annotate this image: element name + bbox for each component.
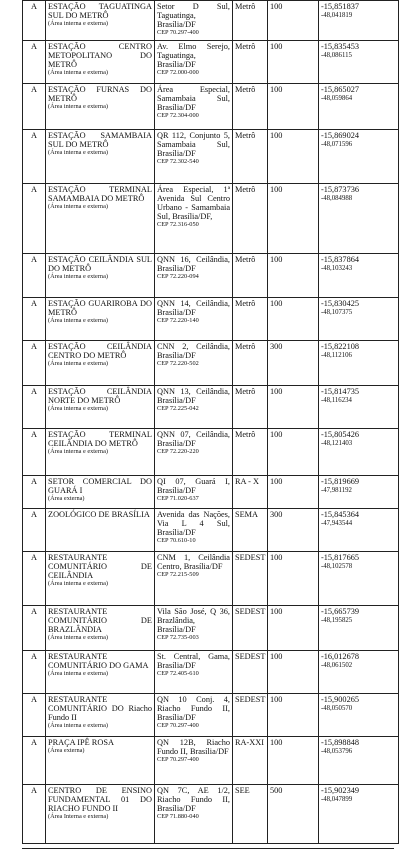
longitude-text: -48,053796 [321, 748, 353, 756]
location-name: ESTAÇÃO SAMAMBAIA SUL DO METRÔ [48, 131, 152, 150]
location-name-cell [46, 694, 155, 737]
capacity-text: 100 [270, 387, 283, 396]
address-text: QN 12B, Riacho Fundo II, Brasília/DF [157, 738, 230, 757]
category-cell [23, 606, 46, 651]
area-note: (Área interna e externa) [48, 634, 108, 642]
category-text: A [31, 607, 37, 616]
coordinates-cell [319, 552, 399, 606]
cep-text: CEP 72.220-140 [157, 317, 199, 325]
capacity-cell [268, 298, 319, 341]
area-note: (Área Interna e externa) [48, 813, 109, 821]
category-cell [23, 737, 46, 785]
category-cell [23, 84, 46, 130]
table-row [23, 298, 399, 341]
location-name: ESTAÇÃO FURNAS DO METRÔ [48, 85, 152, 104]
organization-cell [233, 341, 268, 386]
address-cell [155, 130, 233, 184]
organization-cell [233, 184, 268, 254]
cep-text: CEP 70.297-400 [157, 29, 199, 37]
address-text: QNN 07, Ceilândia, Brasília/DF [157, 430, 230, 449]
organization-text: SEDEST [235, 652, 266, 661]
category-cell [23, 341, 46, 386]
table-row [23, 184, 399, 254]
latitude-text: -15,851837 [321, 2, 360, 11]
category-cell [23, 1, 46, 41]
address-cell [155, 651, 233, 694]
organization-text: SEDEST [235, 607, 266, 616]
category-text: A [31, 85, 37, 94]
table-row [23, 386, 399, 429]
organization-text: Metrô [235, 342, 256, 351]
capacity-cell [268, 509, 319, 552]
area-note: (Área interna e externa) [48, 670, 108, 678]
area-note: (Área interna e externa) [48, 149, 108, 157]
capacity-text: 500 [270, 786, 283, 795]
capacity-cell [268, 386, 319, 429]
latitude-text: -15,817665 [321, 553, 360, 562]
organization-cell [233, 429, 268, 476]
longitude-text: -48,059864 [321, 95, 353, 103]
coordinates-cell [319, 386, 399, 429]
category-text: A [31, 387, 37, 396]
location-name: ZOOLÓGICO DE BRASÍLIA [48, 510, 150, 519]
address-text: CNM 1, Ceilândia Centro, Brasília/DF [157, 553, 230, 572]
address-cell [155, 1, 233, 41]
latitude-text: -15,900265 [321, 695, 360, 704]
location-name-cell [46, 476, 155, 509]
location-name: RESTAURANTE COMUNITÁRIO DO Riacho Fundo II [48, 695, 152, 723]
category-cell [23, 130, 46, 184]
table-row [23, 552, 399, 606]
organization-text: RA-XXI [235, 738, 265, 747]
address-text: QN 10 Conj. 4, Riacho Fundo II, Brasília/DF [157, 695, 230, 723]
category-cell [23, 476, 46, 509]
address-text: St. Central, Gama, Brasília/DF [157, 652, 230, 671]
address-text: QNN 16, Ceilândia, Brasília/DF [157, 255, 230, 274]
capacity-text: 100 [270, 255, 283, 264]
address-cell [155, 429, 233, 476]
location-name: ESTAÇÃO CEILÂNDIA CENTRO DO METRÔ [48, 342, 152, 361]
organization-cell [233, 694, 268, 737]
category-text: A [31, 477, 37, 486]
table-row [23, 737, 399, 785]
organization-cell [233, 476, 268, 509]
address-text: Setor D Sul, Taguatinga, Brasília/DF [157, 2, 230, 30]
longitude-text: -48,071596 [321, 141, 353, 149]
capacity-cell [268, 606, 319, 651]
latitude-text: -15,835453 [321, 42, 360, 51]
capacity-text: 100 [270, 695, 283, 704]
location-name: ESTAÇÃO TAGUATINGA SUL DO METRÔ [48, 2, 152, 21]
coordinates-cell [319, 606, 399, 651]
cep-text: CEP 72.316-050 [157, 221, 199, 229]
cep-text: CEP 71.020-637 [157, 495, 199, 503]
latitude-text: -15,869024 [321, 131, 360, 140]
capacity-text: 100 [270, 477, 283, 486]
organization-cell [233, 509, 268, 552]
location-name-cell [46, 341, 155, 386]
area-note: (Área interna e externa) [48, 69, 108, 77]
location-name: CENTRO DE ENSINO FUNDAMENTAL 01 DO RIACHO FUNDO II [48, 786, 152, 814]
capacity-text: 100 [270, 185, 283, 194]
organization-cell [233, 651, 268, 694]
area-note: (Área interna e externa) [48, 448, 108, 456]
organization-text: Metrô [235, 299, 256, 308]
longitude-text: -48,116234 [321, 397, 352, 405]
coordinates-cell [319, 341, 399, 386]
capacity-text: 100 [270, 85, 283, 94]
category-text: A [31, 430, 37, 439]
cep-text: CEP 70.297-400 [157, 756, 199, 764]
coordinates-cell [319, 429, 399, 476]
organization-cell [233, 130, 268, 184]
address-text: QNN 14, Ceilândia, Brasília/DF [157, 299, 230, 318]
organization-cell [233, 386, 268, 429]
area-note: (Área interna e externa) [48, 317, 108, 325]
document-table-sheet [22, 0, 394, 844]
organization-cell [233, 606, 268, 651]
cep-text: CEP 72.215-509 [157, 571, 199, 579]
organization-text: Metrô [235, 185, 256, 194]
location-name: RESTAURANTE COMUNITÁRIO DE BRAZLÂNDIA [48, 607, 152, 635]
address-cell [155, 41, 233, 84]
cep-text: CEP 72.000-000 [157, 69, 199, 77]
category-cell [23, 298, 46, 341]
latitude-text: -15,665739 [321, 607, 360, 616]
address-cell [155, 341, 233, 386]
area-note: (Área interna e externa) [48, 103, 108, 111]
capacity-text: 300 [270, 342, 283, 351]
longitude-text: -48,121403 [321, 440, 353, 448]
coordinates-cell [319, 254, 399, 298]
latitude-text: -15,822108 [321, 342, 360, 351]
area-note: (Área interna e externa) [48, 20, 108, 28]
longitude-text: -48,041819 [321, 12, 353, 20]
category-text: A [31, 2, 37, 11]
location-name-cell [46, 298, 155, 341]
cep-text: CEP 72.304-000 [157, 112, 199, 120]
table-row [23, 254, 399, 298]
address-text: QI 07, Guará I, Brasília/DF [157, 477, 230, 496]
organization-text: SEDEST [235, 553, 266, 562]
area-note: (Área interna e externa) [48, 722, 108, 730]
location-name-cell [46, 41, 155, 84]
capacity-text: 100 [270, 652, 283, 661]
latitude-text: -16,012678 [321, 652, 360, 661]
coordinates-cell [319, 737, 399, 785]
organization-cell [233, 552, 268, 606]
coordinates-cell [319, 1, 399, 41]
area-note: (Área interna e externa) [48, 273, 108, 281]
capacity-cell [268, 41, 319, 84]
latitude-text: -15,865027 [321, 85, 360, 94]
location-name-cell [46, 552, 155, 606]
area-note: (Área externa) [48, 495, 85, 503]
organization-text: SEDEST [235, 695, 266, 704]
location-name: ESTAÇÃO TERMINAL CEILÂNDIA DO METRÔ [48, 430, 152, 449]
location-name-cell [46, 254, 155, 298]
cep-text: CEP 72.302-540 [157, 158, 199, 166]
address-cell [155, 509, 233, 552]
address-cell [155, 386, 233, 429]
locations-table-body [23, 1, 399, 844]
coordinates-cell [319, 785, 399, 844]
coordinates-cell [319, 509, 399, 552]
location-name-cell [46, 184, 155, 254]
area-note: (Área interna e externa) [48, 405, 108, 413]
organization-text: Metrô [235, 387, 256, 396]
cep-text: CEP 72.220-502 [157, 360, 199, 368]
address-cell [155, 694, 233, 737]
address-text: QNN 13, Ceilândia, Brasília/DF [157, 387, 230, 406]
capacity-cell [268, 651, 319, 694]
address-text: QN 7C, AE 1/2, Riacho Fundo II, Brasília/DF [157, 786, 230, 814]
address-text: Av. Elmo Serejo, Taguatinga, Brasília/DF [157, 42, 230, 70]
longitude-text: -48,050570 [321, 705, 353, 713]
coordinates-cell [319, 694, 399, 737]
location-name: RESTAURANTE COMUNITÁRIO DO GAMA [48, 652, 149, 671]
category-cell [23, 429, 46, 476]
capacity-text: 100 [270, 131, 283, 140]
location-name-cell [46, 606, 155, 651]
category-cell [23, 41, 46, 84]
capacity-cell [268, 184, 319, 254]
organization-cell [233, 84, 268, 130]
table-row [23, 429, 399, 476]
latitude-text: -15,805426 [321, 430, 360, 439]
latitude-text: -15,898848 [321, 738, 360, 747]
coordinates-cell [319, 41, 399, 84]
table-row [23, 130, 399, 184]
organization-cell [233, 298, 268, 341]
longitude-text: -47,981192 [321, 487, 352, 495]
longitude-text: -48,102578 [321, 563, 353, 571]
organization-text: Metrô [235, 85, 256, 94]
category-text: A [31, 342, 37, 351]
organization-cell [233, 737, 268, 785]
category-text: A [31, 553, 37, 562]
area-note: (Área interna e externa) [48, 203, 108, 211]
category-cell [23, 509, 46, 552]
longitude-text: -48,103243 [321, 265, 353, 273]
address-cell [155, 476, 233, 509]
address-text: Vila São José, Q 36, Brazlândia, Brasília/DF [157, 607, 230, 635]
cep-text: CEP 71.880-040 [157, 813, 199, 821]
capacity-cell [268, 1, 319, 41]
organization-text: Metrô [235, 2, 256, 11]
location-name: ESTAÇÃO CEILÂNDIA SUL DO METRÔ [48, 255, 152, 274]
capacity-cell [268, 737, 319, 785]
location-name-cell [46, 1, 155, 41]
category-cell [23, 651, 46, 694]
cep-text: CEP 70.610-10 [157, 537, 196, 545]
address-text: Área Especial, Samambaia Sul, Brasília/DF [157, 85, 230, 113]
latitude-text: -15,814735 [321, 387, 360, 396]
latitude-text: -15,830425 [321, 299, 360, 308]
organization-cell [233, 1, 268, 41]
latitude-text: -15,873736 [321, 185, 360, 194]
longitude-text: -48,195825 [321, 617, 353, 625]
capacity-cell [268, 429, 319, 476]
category-text: A [31, 786, 37, 795]
capacity-cell [268, 130, 319, 184]
category-cell [23, 386, 46, 429]
category-cell [23, 184, 46, 254]
coordinates-cell [319, 476, 399, 509]
page-bottom-rule [22, 848, 394, 849]
address-cell [155, 785, 233, 844]
capacity-text: 300 [270, 510, 283, 519]
organization-text: Metrô [235, 131, 256, 140]
location-name-cell [46, 386, 155, 429]
table-row [23, 476, 399, 509]
category-text: A [31, 185, 37, 194]
location-name: SETOR COMERCIAL DO GUARÁ I [48, 477, 152, 496]
location-name-cell [46, 651, 155, 694]
capacity-cell [268, 552, 319, 606]
address-cell [155, 737, 233, 785]
organization-text: SEMA [235, 510, 259, 519]
area-note: (Área interna e externa) [48, 580, 108, 588]
area-note: (Área externa) [48, 747, 85, 755]
address-cell [155, 184, 233, 254]
latitude-text: -15,837864 [321, 255, 360, 264]
latitude-text: -15,902349 [321, 786, 360, 795]
capacity-cell [268, 785, 319, 844]
category-cell [23, 694, 46, 737]
table-row [23, 84, 399, 130]
capacity-cell [268, 84, 319, 130]
longitude-text: -48,086115 [321, 52, 352, 60]
category-text: A [31, 131, 37, 140]
address-cell [155, 552, 233, 606]
capacity-text: 100 [270, 738, 283, 747]
category-text: A [31, 299, 37, 308]
capacity-text: 100 [270, 2, 283, 11]
category-text: A [31, 510, 37, 519]
location-name: ESTAÇÃO CENTRO METOPOLITANO DO METRÔ [48, 42, 152, 70]
capacity-text: 100 [270, 299, 283, 308]
table-row [23, 1, 399, 41]
longitude-text: -48,112106 [321, 352, 352, 360]
cep-text: CEP 72.405-610 [157, 670, 199, 678]
location-name-cell [46, 130, 155, 184]
organization-cell [233, 785, 268, 844]
coordinates-cell [319, 184, 399, 254]
address-text: Avenida das Nações, Via L 4 Sul, Brasília/DF [157, 510, 230, 538]
category-text: A [31, 42, 37, 51]
table-row [23, 41, 399, 84]
coordinates-cell [319, 651, 399, 694]
latitude-text: -15,819669 [321, 477, 360, 486]
organization-text: Metrô [235, 255, 256, 264]
location-name-cell [46, 785, 155, 844]
organization-cell [233, 41, 268, 84]
cep-text: CEP 72.225-042 [157, 405, 199, 413]
coordinates-cell [319, 84, 399, 130]
organization-text: Metrô [235, 42, 256, 51]
location-name-cell [46, 737, 155, 785]
table-row [23, 694, 399, 737]
location-name: ESTAÇÃO TERMINAL SAMAMBAIA DO METRÔ [48, 185, 152, 204]
address-cell [155, 254, 233, 298]
longitude-text: -48,047899 [321, 796, 353, 804]
category-text: A [31, 255, 37, 264]
category-cell [23, 254, 46, 298]
category-cell [23, 785, 46, 844]
longitude-text: -48,061502 [321, 662, 353, 670]
longitude-text: -47,943544 [321, 520, 353, 528]
capacity-cell [268, 694, 319, 737]
longitude-text: -48,084988 [321, 195, 353, 203]
category-text: A [31, 652, 37, 661]
coordinates-cell [319, 130, 399, 184]
organization-cell [233, 254, 268, 298]
location-name-cell [46, 509, 155, 552]
latitude-text: -15,845364 [321, 510, 360, 519]
cep-text: CEP 70.297-400 [157, 722, 199, 730]
organization-text: Metrô [235, 430, 256, 439]
location-name: RESTAURANTE COMUNITÁRIO DE CEILÂNDIA [48, 553, 152, 581]
table-row [23, 341, 399, 386]
locations-table [22, 0, 399, 844]
address-text: QR 112, Conjunto 5, Samambaia Sul, Brasília/DF [157, 131, 230, 159]
location-name: PRAÇA IPÊ ROSA [48, 738, 114, 747]
address-cell [155, 298, 233, 341]
capacity-cell [268, 476, 319, 509]
capacity-text: 100 [270, 553, 283, 562]
organization-text: RA - X [235, 477, 259, 486]
table-row [23, 785, 399, 844]
address-cell [155, 84, 233, 130]
cep-text: CEP 72.735-003 [157, 634, 199, 642]
capacity-text: 100 [270, 607, 283, 616]
table-row [23, 606, 399, 651]
location-name: ESTAÇÃO CEILÂNDIA NORTE DO METRÔ [48, 387, 152, 406]
capacity-text: 100 [270, 42, 283, 51]
table-row [23, 509, 399, 552]
location-name: ESTAÇÃO GUARIROBA DO METRÔ [48, 299, 152, 318]
location-name-cell [46, 429, 155, 476]
address-cell [155, 606, 233, 651]
coordinates-cell [319, 298, 399, 341]
capacity-text: 100 [270, 430, 283, 439]
category-text: A [31, 695, 37, 704]
location-name-cell [46, 84, 155, 130]
address-text: Área Especial, 1ª Avenida Sul Centro Urbano - Samambaia Sul, Brasília/DF, [157, 185, 230, 222]
capacity-cell [268, 254, 319, 298]
table-row [23, 651, 399, 694]
longitude-text: -48,107375 [321, 309, 353, 317]
organization-text: SEE [235, 786, 250, 795]
area-note: (Área interna e externa) [48, 360, 108, 368]
category-text: A [31, 738, 37, 747]
address-text: CNN 2, Ceilândia, Brasília/DF [157, 342, 230, 361]
cep-text: CEP 72.220-220 [157, 448, 199, 456]
cep-text: CEP 72.220-094 [157, 273, 199, 281]
capacity-cell [268, 341, 319, 386]
category-cell [23, 552, 46, 606]
